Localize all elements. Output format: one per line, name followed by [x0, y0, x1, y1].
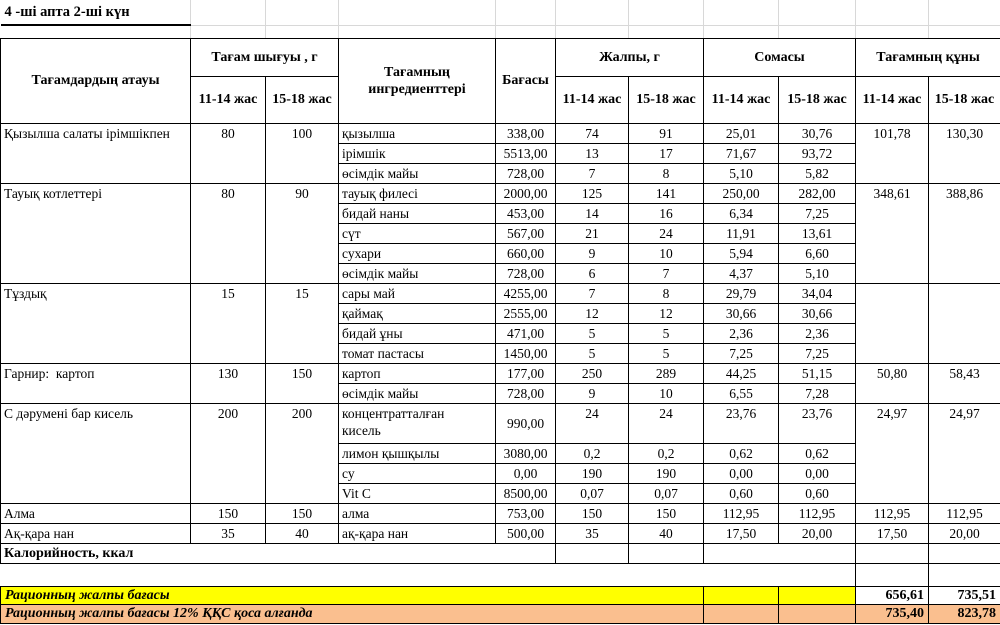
grid-cell	[339, 0, 496, 25]
price-cell: 2555,00	[496, 303, 556, 323]
sum-15-18-cell: 0,62	[779, 443, 856, 463]
ration-vat-11-14: 735,40	[856, 604, 929, 623]
sum-15-18-cell: 282,00	[779, 183, 856, 203]
ingredient-name-cell: қаймақ	[339, 303, 496, 323]
output-11-14-cell: 150	[191, 503, 266, 523]
total-g-11-14-cell: 0,2	[556, 443, 629, 463]
sum-11-14-cell: 11,91	[704, 223, 779, 243]
total-g-15-18-cell: 10	[629, 383, 704, 403]
header-total-age1: 11-14 жас	[556, 76, 629, 123]
ingredient-name-cell: ірімшік	[339, 143, 496, 163]
empty-cell	[929, 563, 1000, 586]
output-15-18-cell: 40	[266, 523, 339, 543]
total-g-15-18-cell: 150	[629, 503, 704, 523]
ingredient-row	[1, 283, 1000, 303]
dish-name-cell: Қызылша салаты ірімшікпен	[1, 123, 191, 183]
ingredient-name-cell: концентратталған кисель	[339, 403, 496, 443]
grid-cell	[629, 0, 704, 25]
sum-11-14-cell: 0,00	[704, 463, 779, 483]
ingredient-name-cell: сүт	[339, 223, 496, 243]
total-g-11-14-cell: 7	[556, 283, 629, 303]
total-g-11-14-cell: 190	[556, 463, 629, 483]
spacer-row	[1, 25, 1000, 38]
dish-name-cell: Тауық котлеттері	[1, 183, 191, 283]
header-output-age2: 15-18 жас	[266, 76, 339, 123]
sum-11-14-cell: 112,95	[704, 503, 779, 523]
output-11-14-cell: 15	[191, 283, 266, 363]
grid-cell	[266, 25, 339, 38]
total-g-11-14-cell: 9	[556, 243, 629, 263]
sum-15-18-cell: 6,60	[779, 243, 856, 263]
grid-cell	[1, 25, 191, 38]
grid-cell	[704, 25, 779, 38]
sum-11-14-cell: 5,94	[704, 243, 779, 263]
sum-11-14-cell: 30,66	[704, 303, 779, 323]
total-g-15-18-cell: 8	[629, 163, 704, 183]
sum-15-18-cell: 34,04	[779, 283, 856, 303]
title-row	[1, 0, 1000, 25]
output-11-14-cell: 80	[191, 123, 266, 183]
total-g-11-14-cell: 12	[556, 303, 629, 323]
total-g-11-14-cell: 250	[556, 363, 629, 383]
price-cell: 567,00	[496, 223, 556, 243]
grid-cell	[496, 25, 556, 38]
grid-cell	[856, 0, 929, 25]
sum-15-18-cell: 0,00	[779, 463, 856, 483]
total-g-15-18-cell: 24	[629, 223, 704, 243]
grid-cell	[191, 0, 266, 25]
total-g-15-18-cell: 0,07	[629, 483, 704, 503]
ingredient-name-cell: су	[339, 463, 496, 483]
header-price: Бағасы	[496, 38, 556, 123]
cost-15-18-cell: 112,95	[929, 503, 1000, 523]
cost-11-14-cell: 50,80	[856, 363, 929, 403]
header-output-age1: 11-14 жас	[191, 76, 266, 123]
cost-11-14-cell: 348,61	[856, 183, 929, 283]
sum-11-14-cell: 17,50	[704, 523, 779, 543]
ingredient-name-cell: өсімдік майы	[339, 163, 496, 183]
total-g-11-14-cell: 9	[556, 383, 629, 403]
output-15-18-cell: 15	[266, 283, 339, 363]
price-cell: 728,00	[496, 263, 556, 283]
price-cell: 4255,00	[496, 283, 556, 303]
table-footer	[1, 543, 1000, 623]
empty-row	[1, 563, 1000, 586]
cost-15-18-cell: 24,97	[929, 403, 1000, 503]
cost-15-18-cell: 58,43	[929, 363, 1000, 403]
ration-vat-empty	[779, 604, 856, 623]
grid-cell	[266, 0, 339, 25]
grid-cell	[556, 0, 629, 25]
price-cell: 177,00	[496, 363, 556, 383]
ingredient-name-cell: сухари	[339, 243, 496, 263]
total-g-15-18-cell: 190	[629, 463, 704, 483]
calories-cell	[929, 543, 1000, 563]
sum-15-18-cell: 23,76	[779, 403, 856, 443]
ingredient-name-cell: сары май	[339, 283, 496, 303]
sum-11-14-cell: 250,00	[704, 183, 779, 203]
dish-name-cell: С дәрумені бар кисель	[1, 403, 191, 503]
header-group-row	[1, 38, 1000, 76]
output-15-18-cell: 150	[266, 363, 339, 403]
output-11-14-cell: 130	[191, 363, 266, 403]
price-cell: 728,00	[496, 383, 556, 403]
header-cost-age1: 11-14 жас	[856, 76, 929, 123]
ration-total-empty	[704, 586, 779, 604]
sum-11-14-cell: 0,60	[704, 483, 779, 503]
total-g-11-14-cell: 7	[556, 163, 629, 183]
total-g-15-18-cell: 7	[629, 263, 704, 283]
output-11-14-cell: 200	[191, 403, 266, 503]
sum-11-14-cell: 6,34	[704, 203, 779, 223]
grid-cell	[629, 25, 704, 38]
output-15-18-cell: 150	[266, 503, 339, 523]
total-g-15-18-cell: 16	[629, 203, 704, 223]
ration-vat-empty	[704, 604, 779, 623]
price-cell: 8500,00	[496, 483, 556, 503]
total-g-15-18-cell: 10	[629, 243, 704, 263]
total-g-11-14-cell: 35	[556, 523, 629, 543]
ration-vat-15-18: 823,78	[929, 604, 1000, 623]
grid-cell	[496, 0, 556, 25]
ingredient-name-cell: Vit C	[339, 483, 496, 503]
header-dishes: Тағамдардың атауы	[1, 38, 191, 123]
sum-11-14-cell: 2,36	[704, 323, 779, 343]
sum-15-18-cell: 51,15	[779, 363, 856, 383]
price-cell: 453,00	[496, 203, 556, 223]
ingredient-row	[1, 503, 1000, 523]
empty-cell	[856, 563, 929, 586]
table-header	[1, 38, 1000, 123]
grid-cell	[856, 25, 929, 38]
total-g-11-14-cell: 150	[556, 503, 629, 523]
calories-row	[1, 543, 1000, 563]
grid-cell	[779, 0, 856, 25]
sum-15-18-cell: 2,36	[779, 323, 856, 343]
total-g-15-18-cell: 40	[629, 523, 704, 543]
sum-11-14-cell: 29,79	[704, 283, 779, 303]
header-cost-age2: 15-18 жас	[929, 76, 1000, 123]
total-g-15-18-cell: 0,2	[629, 443, 704, 463]
cost-15-18-cell: 130,30	[929, 123, 1000, 183]
ration-total-label: Рационның жалпы бағасы	[1, 586, 704, 604]
dish-name-cell: Гарнир: картоп	[1, 363, 191, 403]
total-g-11-14-cell: 14	[556, 203, 629, 223]
sum-15-18-cell: 5,10	[779, 263, 856, 283]
total-g-11-14-cell: 74	[556, 123, 629, 143]
header-sum-age1: 11-14 жас	[704, 76, 779, 123]
ingredient-name-cell: бидай ұны	[339, 323, 496, 343]
total-g-11-14-cell: 125	[556, 183, 629, 203]
calories-cell	[629, 543, 704, 563]
price-cell: 3080,00	[496, 443, 556, 463]
ingredient-row	[1, 403, 1000, 443]
sum-11-14-cell: 44,25	[704, 363, 779, 383]
ingredient-name-cell: тауық филесі	[339, 183, 496, 203]
grid-cell	[779, 25, 856, 38]
price-cell: 660,00	[496, 243, 556, 263]
price-cell: 500,00	[496, 523, 556, 543]
dish-name-cell: Алма	[1, 503, 191, 523]
ration-vat-label: Рационның жалпы бағасы 12% ҚҚС қоса алғанда	[1, 604, 704, 623]
price-cell: 1450,00	[496, 343, 556, 363]
price-cell: 471,00	[496, 323, 556, 343]
calories-cell	[856, 543, 929, 563]
price-cell: 0,00	[496, 463, 556, 483]
sheet-top	[1, 0, 1000, 38]
price-cell: 728,00	[496, 163, 556, 183]
sum-15-18-cell: 7,25	[779, 203, 856, 223]
header-output: Тағам шығуы , г	[191, 38, 339, 76]
ingredient-name-cell: лимон қышқылы	[339, 443, 496, 463]
ingredient-name-cell: қызылша	[339, 123, 496, 143]
sheet-title: 4 -ші апта 2-ші күн	[1, 0, 191, 25]
cost-15-18-cell	[929, 283, 1000, 363]
ration-total-11-14: 656,61	[856, 586, 929, 604]
total-g-15-18-cell: 91	[629, 123, 704, 143]
output-15-18-cell: 90	[266, 183, 339, 283]
price-cell: 338,00	[496, 123, 556, 143]
dish-rows	[1, 123, 1000, 543]
sum-15-18-cell: 0,60	[779, 483, 856, 503]
cost-11-14-cell: 101,78	[856, 123, 929, 183]
ingredient-row	[1, 363, 1000, 383]
grid-cell	[929, 0, 1000, 25]
sum-11-14-cell: 5,10	[704, 163, 779, 183]
total-g-11-14-cell: 5	[556, 323, 629, 343]
grid-cell	[339, 25, 496, 38]
header-total-age2: 15-18 жас	[629, 76, 704, 123]
sum-15-18-cell: 13,61	[779, 223, 856, 243]
sum-11-14-cell: 0,62	[704, 443, 779, 463]
sum-15-18-cell: 93,72	[779, 143, 856, 163]
cost-15-18-cell: 388,86	[929, 183, 1000, 283]
ingredient-row	[1, 123, 1000, 143]
price-cell: 5513,00	[496, 143, 556, 163]
dish-name-cell: Тұздық	[1, 283, 191, 363]
output-15-18-cell: 200	[266, 403, 339, 503]
sum-11-14-cell: 4,37	[704, 263, 779, 283]
total-g-15-18-cell: 5	[629, 343, 704, 363]
cost-11-14-cell	[856, 283, 929, 363]
price-cell: 990,00	[496, 403, 556, 443]
cost-11-14-cell: 24,97	[856, 403, 929, 503]
ingredient-name-cell: томат пастасы	[339, 343, 496, 363]
ingredient-name-cell: алма	[339, 503, 496, 523]
total-g-15-18-cell: 141	[629, 183, 704, 203]
ingredient-row	[1, 523, 1000, 543]
total-g-15-18-cell: 8	[629, 283, 704, 303]
grid-cell	[556, 25, 629, 38]
sum-15-18-cell: 30,76	[779, 123, 856, 143]
price-cell: 2000,00	[496, 183, 556, 203]
calories-label: Калорийность, ккал	[1, 543, 556, 563]
total-g-15-18-cell: 24	[629, 403, 704, 443]
empty-cell	[1, 563, 856, 586]
total-g-11-14-cell: 6	[556, 263, 629, 283]
header-sum: Сомасы	[704, 38, 856, 76]
total-g-11-14-cell: 21	[556, 223, 629, 243]
sum-15-18-cell: 7,25	[779, 343, 856, 363]
ration-total-empty	[779, 586, 856, 604]
ration-total-15-18: 735,51	[929, 586, 1000, 604]
sum-15-18-cell: 30,66	[779, 303, 856, 323]
ingredient-row	[1, 183, 1000, 203]
header-cost: Тағамның құны	[856, 38, 1000, 76]
price-cell: 753,00	[496, 503, 556, 523]
ingredient-name-cell: ақ-қара нан	[339, 523, 496, 543]
sum-15-18-cell: 7,28	[779, 383, 856, 403]
total-g-11-14-cell: 5	[556, 343, 629, 363]
total-g-11-14-cell: 13	[556, 143, 629, 163]
header-sum-age2: 15-18 жас	[779, 76, 856, 123]
total-g-15-18-cell: 17	[629, 143, 704, 163]
sum-11-14-cell: 7,25	[704, 343, 779, 363]
sum-11-14-cell: 23,76	[704, 403, 779, 443]
ingredient-name-cell: картоп	[339, 363, 496, 383]
grid-cell	[929, 25, 1000, 38]
ingredient-name-cell: бидай наны	[339, 203, 496, 223]
sum-11-14-cell: 6,55	[704, 383, 779, 403]
calories-cell	[704, 543, 856, 563]
ration-vat-row	[1, 604, 1000, 623]
sum-15-18-cell: 112,95	[779, 503, 856, 523]
total-g-11-14-cell: 0,07	[556, 483, 629, 503]
header-ingredients: Тағамның ингредиенттері	[339, 38, 496, 123]
calories-cell	[556, 543, 629, 563]
grid-cell	[704, 0, 779, 25]
grid-cell	[191, 25, 266, 38]
ingredient-name-cell: өсімдік майы	[339, 263, 496, 283]
ingredient-name-cell: өсімдік майы	[339, 383, 496, 403]
cost-11-14-cell: 17,50	[856, 523, 929, 543]
ration-total-row	[1, 586, 1000, 604]
sum-11-14-cell: 25,01	[704, 123, 779, 143]
cost-15-18-cell: 20,00	[929, 523, 1000, 543]
dish-name-cell: Ақ-қара нан	[1, 523, 191, 543]
sum-15-18-cell: 5,82	[779, 163, 856, 183]
output-11-14-cell: 35	[191, 523, 266, 543]
sum-11-14-cell: 71,67	[704, 143, 779, 163]
total-g-15-18-cell: 289	[629, 363, 704, 383]
output-11-14-cell: 80	[191, 183, 266, 283]
sum-15-18-cell: 20,00	[779, 523, 856, 543]
total-g-15-18-cell: 12	[629, 303, 704, 323]
output-15-18-cell: 100	[266, 123, 339, 183]
total-g-11-14-cell: 24	[556, 403, 629, 443]
header-total-g: Жалпы, г	[556, 38, 704, 76]
total-g-15-18-cell: 5	[629, 323, 704, 343]
cost-11-14-cell: 112,95	[856, 503, 929, 523]
